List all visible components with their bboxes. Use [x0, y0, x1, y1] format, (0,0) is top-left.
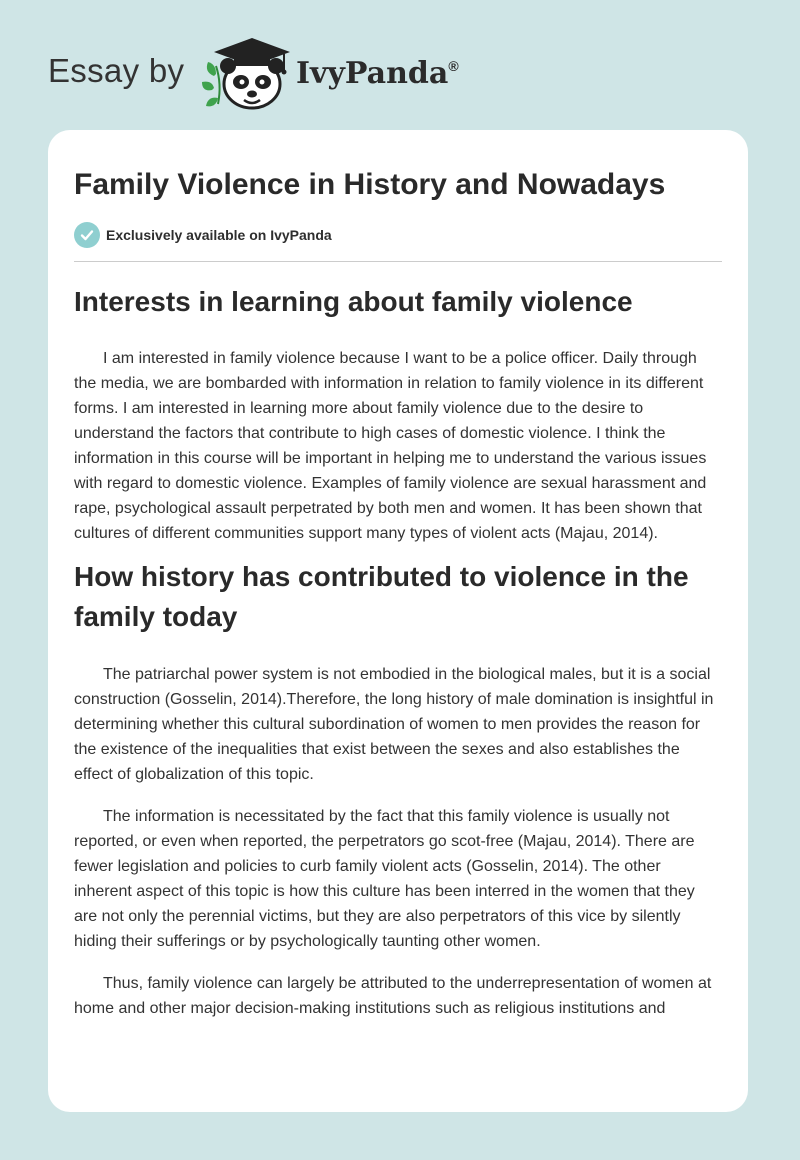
paragraph: The patriarchal power system is not embodied in the biological males, but it is a social construction (Gosselin, 2014).Therefore, the long history of male domination is insightful in determining whether this cultural subordination of women to men provides the reason for the existence of the inequalities that exist between the sexes and also establishes the effect of globalization of this topic. — [74, 666, 714, 783]
panda-graduation-cap-logo-icon[interactable] — [200, 36, 292, 110]
section-heading-history: How history has contributed to violence in the family today — [74, 561, 689, 632]
article-content — [74, 164, 722, 1021]
divider — [74, 261, 722, 262]
article-card — [48, 130, 748, 1112]
page-title: Family Violence in History and Nowadays — [74, 168, 666, 201]
badge-text: Exclusively available on IvyPanda — [106, 227, 332, 243]
paragraph: I am interested in family violence because I want to be a police officer. Daily through the media, we are bombarded with information in relation to family violence in its different forms. I am interested in learning more about family violence due to the desire to understand the factors that contribute to high cases of domestic violence. I think the information in this course will be important in helping me to understand the various issues with regard to domestic violence. Examples of family violence are sexual harassment and rape, psychological assault perpetrated by both men and women. It has been shown that cultures of different communities support many types of violent acts (Majau, 2014). — [74, 350, 707, 542]
essay-by-label: Essay by — [48, 52, 185, 89]
check-icon — [74, 222, 100, 248]
brand-name[interactable]: IvyPanda® — [296, 56, 459, 91]
paragraph: Thus, family violence can largely be attributed to the underrepresentation of women at home and other major decision-making institutions such as religious institutions and — [74, 975, 712, 1017]
exclusive-badge — [74, 221, 722, 249]
site-header — [48, 36, 468, 108]
section-heading-interests: Interests in learning about family violence — [74, 286, 633, 317]
paragraph: The information is necessitated by the fact that this family violence is usually not reported, or even when reported, the perpetrators go scot-free (Majau, 2014). There are fewer legislation and policies to curb family violent acts (Gosselin, 2014). The other inherent aspect of this topic is how this culture has been interred in the women that they are not only the perennial victims, but they are also perpetrators of this vice by silently hiding their sufferings or by psychologically taunting other women. — [74, 808, 695, 950]
registered-mark: ® — [448, 58, 459, 74]
